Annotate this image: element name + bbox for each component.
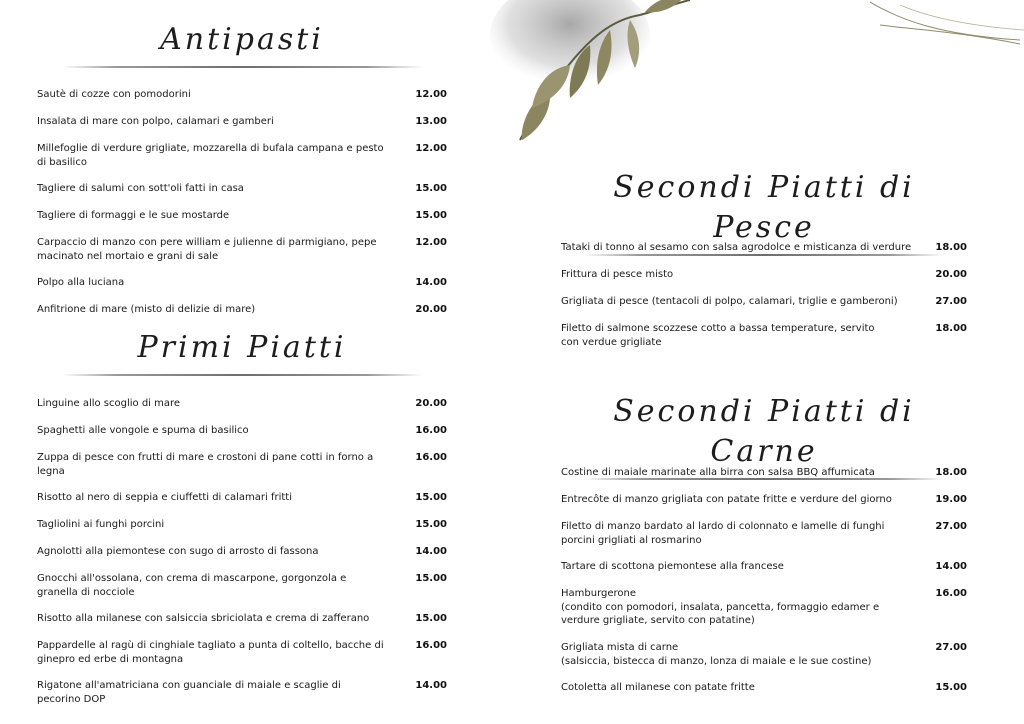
item-price: 27.00 bbox=[935, 296, 967, 307]
item-name: Pappardelle al ragù di cinghiale tagliato a punta di coltello, bacche di ginepro ed erbe di montagna bbox=[37, 640, 384, 665]
item-price: 14.00 bbox=[415, 277, 447, 288]
item-detail: (condito con pomodori, insalata, pancetta, formaggio edamer e verdure grigliate, servito con patatine) bbox=[561, 601, 880, 626]
item-name: Risotto alla milanese con salsiccia sbriciolata e crema di zafferano bbox=[37, 613, 370, 624]
antipasti-section bbox=[37, 20, 447, 68]
item-price: 12.00 bbox=[415, 237, 447, 248]
item-name: Rigatone all'amatriciana con guanciale di maiale e scaglie di pecorino DOP bbox=[37, 680, 341, 705]
item-price: 27.00 bbox=[935, 521, 967, 532]
item-price: 15.00 bbox=[415, 613, 447, 624]
item-price: 12.00 bbox=[415, 143, 447, 154]
item-name: Tartare di scottona piemontese alla francese bbox=[561, 561, 784, 572]
item-price: 15.00 bbox=[415, 573, 447, 584]
item-price: 18.00 bbox=[935, 242, 967, 253]
item-price: 18.00 bbox=[935, 467, 967, 478]
item-title: Grigliata mista di carne bbox=[561, 642, 679, 653]
item-name: Tagliolini ai funghi porcini bbox=[37, 519, 165, 530]
item-price: 14.00 bbox=[415, 546, 447, 557]
item-name: Insalata di mare con polpo, calamari e gamberi bbox=[37, 116, 274, 127]
leaf-branch-illustration bbox=[490, 0, 690, 150]
item-name: Risotto al nero di seppia e ciuffetti di calamari fritti bbox=[37, 492, 292, 503]
item-price: 15.00 bbox=[415, 519, 447, 530]
item-name: Filetto di manzo bardato al lardo di colonnato e lamelle di funghi porcini grigliati al rosmarino bbox=[561, 521, 885, 546]
item-price: 12.00 bbox=[415, 89, 447, 100]
carne-title: Secondi Piatti di Carne bbox=[613, 394, 915, 469]
item-price: 15.00 bbox=[415, 210, 447, 221]
item-name: Entrecôte di manzo grigliata con patate fritte e verdure del giorno bbox=[561, 494, 892, 505]
antipasti-title: Antipasti bbox=[160, 22, 324, 57]
item-price: 19.00 bbox=[935, 494, 967, 505]
item-name: Sautè di cozze con pomodorini bbox=[37, 89, 191, 100]
antipasti-divider bbox=[62, 66, 422, 68]
item-price: 18.00 bbox=[935, 323, 967, 334]
item-name: Agnolotti alla piemontese con sugo di arrosto di fassona bbox=[37, 546, 319, 557]
item-price: 16.00 bbox=[415, 452, 447, 463]
item-title: Hamburgerone bbox=[561, 588, 637, 599]
item-name: Frittura di pesce misto bbox=[561, 269, 674, 280]
primi-divider bbox=[62, 374, 422, 376]
item-price: 14.00 bbox=[935, 561, 967, 572]
item-name: Grigliata di pesce (tentacoli di polpo, calamari, triglie e gamberoni) bbox=[561, 296, 898, 307]
item-price: 16.00 bbox=[935, 588, 967, 599]
item-name bbox=[561, 641, 916, 668]
item-name: Cotoletta all milanese con patate fritte bbox=[561, 682, 755, 693]
item-price: 15.00 bbox=[415, 183, 447, 194]
item-name: Spaghetti alle vongole e spuma di basilico bbox=[37, 425, 249, 436]
item-name: Anfitrione di mare (misto di delizie di mare) bbox=[37, 304, 256, 315]
item-price: 20.00 bbox=[415, 304, 447, 315]
item-price: 20.00 bbox=[415, 398, 447, 409]
branch-line-illustration bbox=[870, 0, 1024, 50]
item-name: Millefoglie di verdure grigliate, mozzarella di bufala campana e pesto di basilico bbox=[37, 143, 384, 168]
item-name: Carpaccio di manzo con pere william e julienne di parmigiano, pepe macinato nel mortaio e grani di sale bbox=[37, 237, 377, 262]
item-price: 16.00 bbox=[415, 425, 447, 436]
item-name: Costine di maiale marinate alla birra con salsa BBQ affumicata bbox=[561, 467, 875, 478]
item-name: Zuppa di pesce con frutti di mare e crostoni di pane cotti in forno a legna bbox=[37, 452, 374, 477]
item-name: Linguine allo scoglio di mare bbox=[37, 398, 181, 409]
item-name: Tagliere di formaggi e le sue mostarde bbox=[37, 210, 230, 221]
pesce-title: Secondi Piatti di Pesce bbox=[613, 170, 915, 245]
item-name: Tataki di tonno al sesamo con salsa agrodolce e misticanza di verdure bbox=[561, 242, 912, 253]
primi-section bbox=[37, 328, 447, 376]
item-name: Tagliere di salumi con sott'oli fatti in casa bbox=[37, 183, 244, 194]
item-price: 15.00 bbox=[415, 492, 447, 503]
item-price: 20.00 bbox=[935, 269, 967, 280]
item-price: 13.00 bbox=[415, 116, 447, 127]
item-name bbox=[561, 587, 891, 628]
item-price: 14.00 bbox=[415, 680, 447, 691]
item-detail: (salsiccia, bistecca di manzo, lonza di maiale e le sue costine) bbox=[561, 655, 872, 667]
item-price: 16.00 bbox=[415, 640, 447, 651]
item-name: Filetto di salmone scozzese cotto a bassa temperature, servito con verdue grigliate bbox=[561, 323, 875, 348]
primi-title: Primi Piatti bbox=[137, 330, 347, 365]
item-name: Polpo alla luciana bbox=[37, 277, 125, 288]
item-price: 15.00 bbox=[935, 682, 967, 693]
item-price: 27.00 bbox=[935, 642, 967, 653]
item-name: Gnocchi all'ossolana, con crema di mascarpone, gorgonzola e granella di nocciole bbox=[37, 573, 347, 598]
